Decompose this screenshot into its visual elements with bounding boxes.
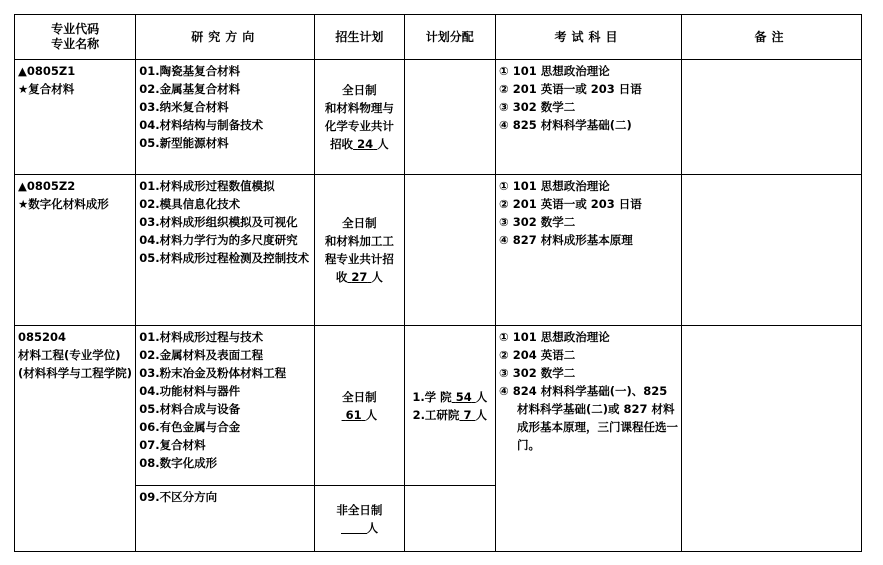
major-cell [15,326,136,552]
dist-prefix: 2.工研院 [412,407,460,422]
major-name: 材料工程(专业学位)(材料科学与工程学院) [18,348,133,380]
plan-cell [315,326,404,486]
plan-line: 全日制 [342,389,377,404]
plan-count-value: 24 [357,137,374,151]
dist-count [452,390,476,404]
direction-item: 05.材料合成与设备 [139,402,241,416]
direction-item: 09.不区分方向 [139,490,218,504]
subject-item: ③ 302 数学二 [499,100,576,114]
table-row [15,175,862,326]
plan-count-line [318,268,400,286]
subjects-cell [496,326,682,552]
direction-item: 03.材料成形组织模拟及可视化 [139,215,298,229]
plan-line: 和材料加工工 [324,234,394,248]
plan-prefix: 招收 [330,137,354,151]
header-code-line1: 专业代码 [51,22,100,36]
header-distribution: 计划分配 [404,15,495,60]
distribution-cell [404,326,495,486]
plan-line: 全日制 [342,83,377,97]
direction-cell [136,326,315,486]
enrollment-table-container [14,14,862,552]
direction-item: 05.材料成形过程检测及控制技术 [139,251,310,265]
major-name: ★复合材料 [18,82,75,96]
plan-count-line [318,406,400,424]
parttime-label: 非全日制 [336,502,383,517]
header-notes: 备注 [682,15,862,60]
plan-count [342,408,366,422]
dist-line [408,388,492,406]
distribution-cell [404,175,495,326]
direction-item: 03.纳米复合材料 [139,100,229,114]
plan-count [347,270,371,284]
table-header-row [15,15,862,60]
plan-line: 化学专业共计 [324,119,394,133]
subject-item: ④ 825 材料科学基础(二) [499,118,632,132]
plan-suffix: 人 [365,407,378,422]
direction-item: 02.金属基复合材料 [139,82,241,96]
major-code: ▲0805Z1 [18,64,76,78]
direction-item: 03.粉末冶金及粉体材料工程 [139,366,287,380]
major-cell [15,60,136,175]
direction-item: 01.材料成形过程与技术 [139,330,264,344]
major-cell [15,175,136,326]
dist-prefix: 1.学 院 [412,389,452,404]
subject-item: ② 201 英语一或 203 日语 [499,82,642,96]
direction-item: 02.金属材料及表面工程 [139,348,264,362]
direction-cell [136,60,315,175]
direction-item: 01.材料成形过程数值模拟 [139,179,275,193]
direction-item: 04.材料结构与制备技术 [139,118,264,132]
distribution-cell [404,60,495,175]
dist-line [408,406,492,424]
parttime-count-line [318,519,400,537]
notes-cell [682,326,862,552]
direction-item: 07.复合材料 [139,438,206,452]
direction-cell [136,486,315,552]
parttime-blank [341,519,367,534]
subject-item: ③ 302 数学二 [499,366,576,380]
subjects-cell [496,60,682,175]
subject-item: ② 204 英语二 [499,348,576,362]
subject-item: ② 201 英语一或 203 日语 [499,197,642,211]
major-code: ▲0805Z2 [18,179,76,193]
plan-line: 程专业共计招 [324,252,394,266]
parttime-plan-cell [315,486,404,552]
subjects-cell [496,175,682,326]
direction-cell [136,175,315,326]
dist-suffix: 人 [475,407,487,422]
major-code: 085204 [18,330,67,344]
plan-cell [315,60,404,175]
parttime-suffix: 人 [366,520,379,535]
plan-count-line [318,135,400,153]
direction-item: 04.材料力学行为的多尺度研究 [139,233,298,247]
plan-line: 全日制 [342,216,377,230]
dist-count [459,408,475,422]
table-row [15,60,862,175]
dist-count-value: 7 [463,407,472,422]
plan-line: 和材料物理与 [324,101,394,115]
plan-prefix: 收 [335,270,348,284]
direction-item: 05.新型能源材料 [139,136,229,150]
notes-cell [682,175,862,326]
subject-item: ④ 827 材料成形基本原理 [499,233,633,247]
header-code-line2: 专业名称 [51,37,100,51]
header-direction: 研究方向 [136,15,315,60]
dist-count-value: 54 [455,389,472,404]
subject-item: ④ 824 材料科学基础(一)、825 材料科学基础(二)或 827 材料成形基本原理，三门课程任选一门。 [499,384,679,452]
plan-count-value: 27 [351,270,368,284]
distribution-cell [404,486,495,552]
subject-item: ① 101 思想政治理论 [499,330,610,344]
plan-suffix: 人 [371,270,383,284]
header-subjects: 考试科目 [496,15,682,60]
header-code-name [15,15,136,60]
direction-item: 06.有色金属与合金 [139,420,241,434]
header-plan: 招生计划 [315,15,404,60]
dist-suffix: 人 [475,389,488,404]
subject-item: ③ 302 数学二 [499,215,576,229]
direction-item: 01.陶瓷基复合材料 [139,64,241,78]
plan-suffix: 人 [377,137,389,151]
plan-count [353,137,377,151]
major-name: ★数字化材料成形 [18,197,109,211]
direction-item: 08.数字化成形 [139,456,218,470]
table-row [15,326,862,486]
direction-item: 04.功能材料与器件 [139,384,241,398]
enrollment-table [14,14,862,552]
subject-item: ① 101 思想政治理论 [499,179,610,193]
notes-cell [682,60,862,175]
subject-item: ① 101 思想政治理论 [499,64,610,78]
direction-item: 02.模具信息化技术 [139,197,241,211]
plan-cell [315,175,404,326]
plan-count-value: 61 [345,407,362,422]
